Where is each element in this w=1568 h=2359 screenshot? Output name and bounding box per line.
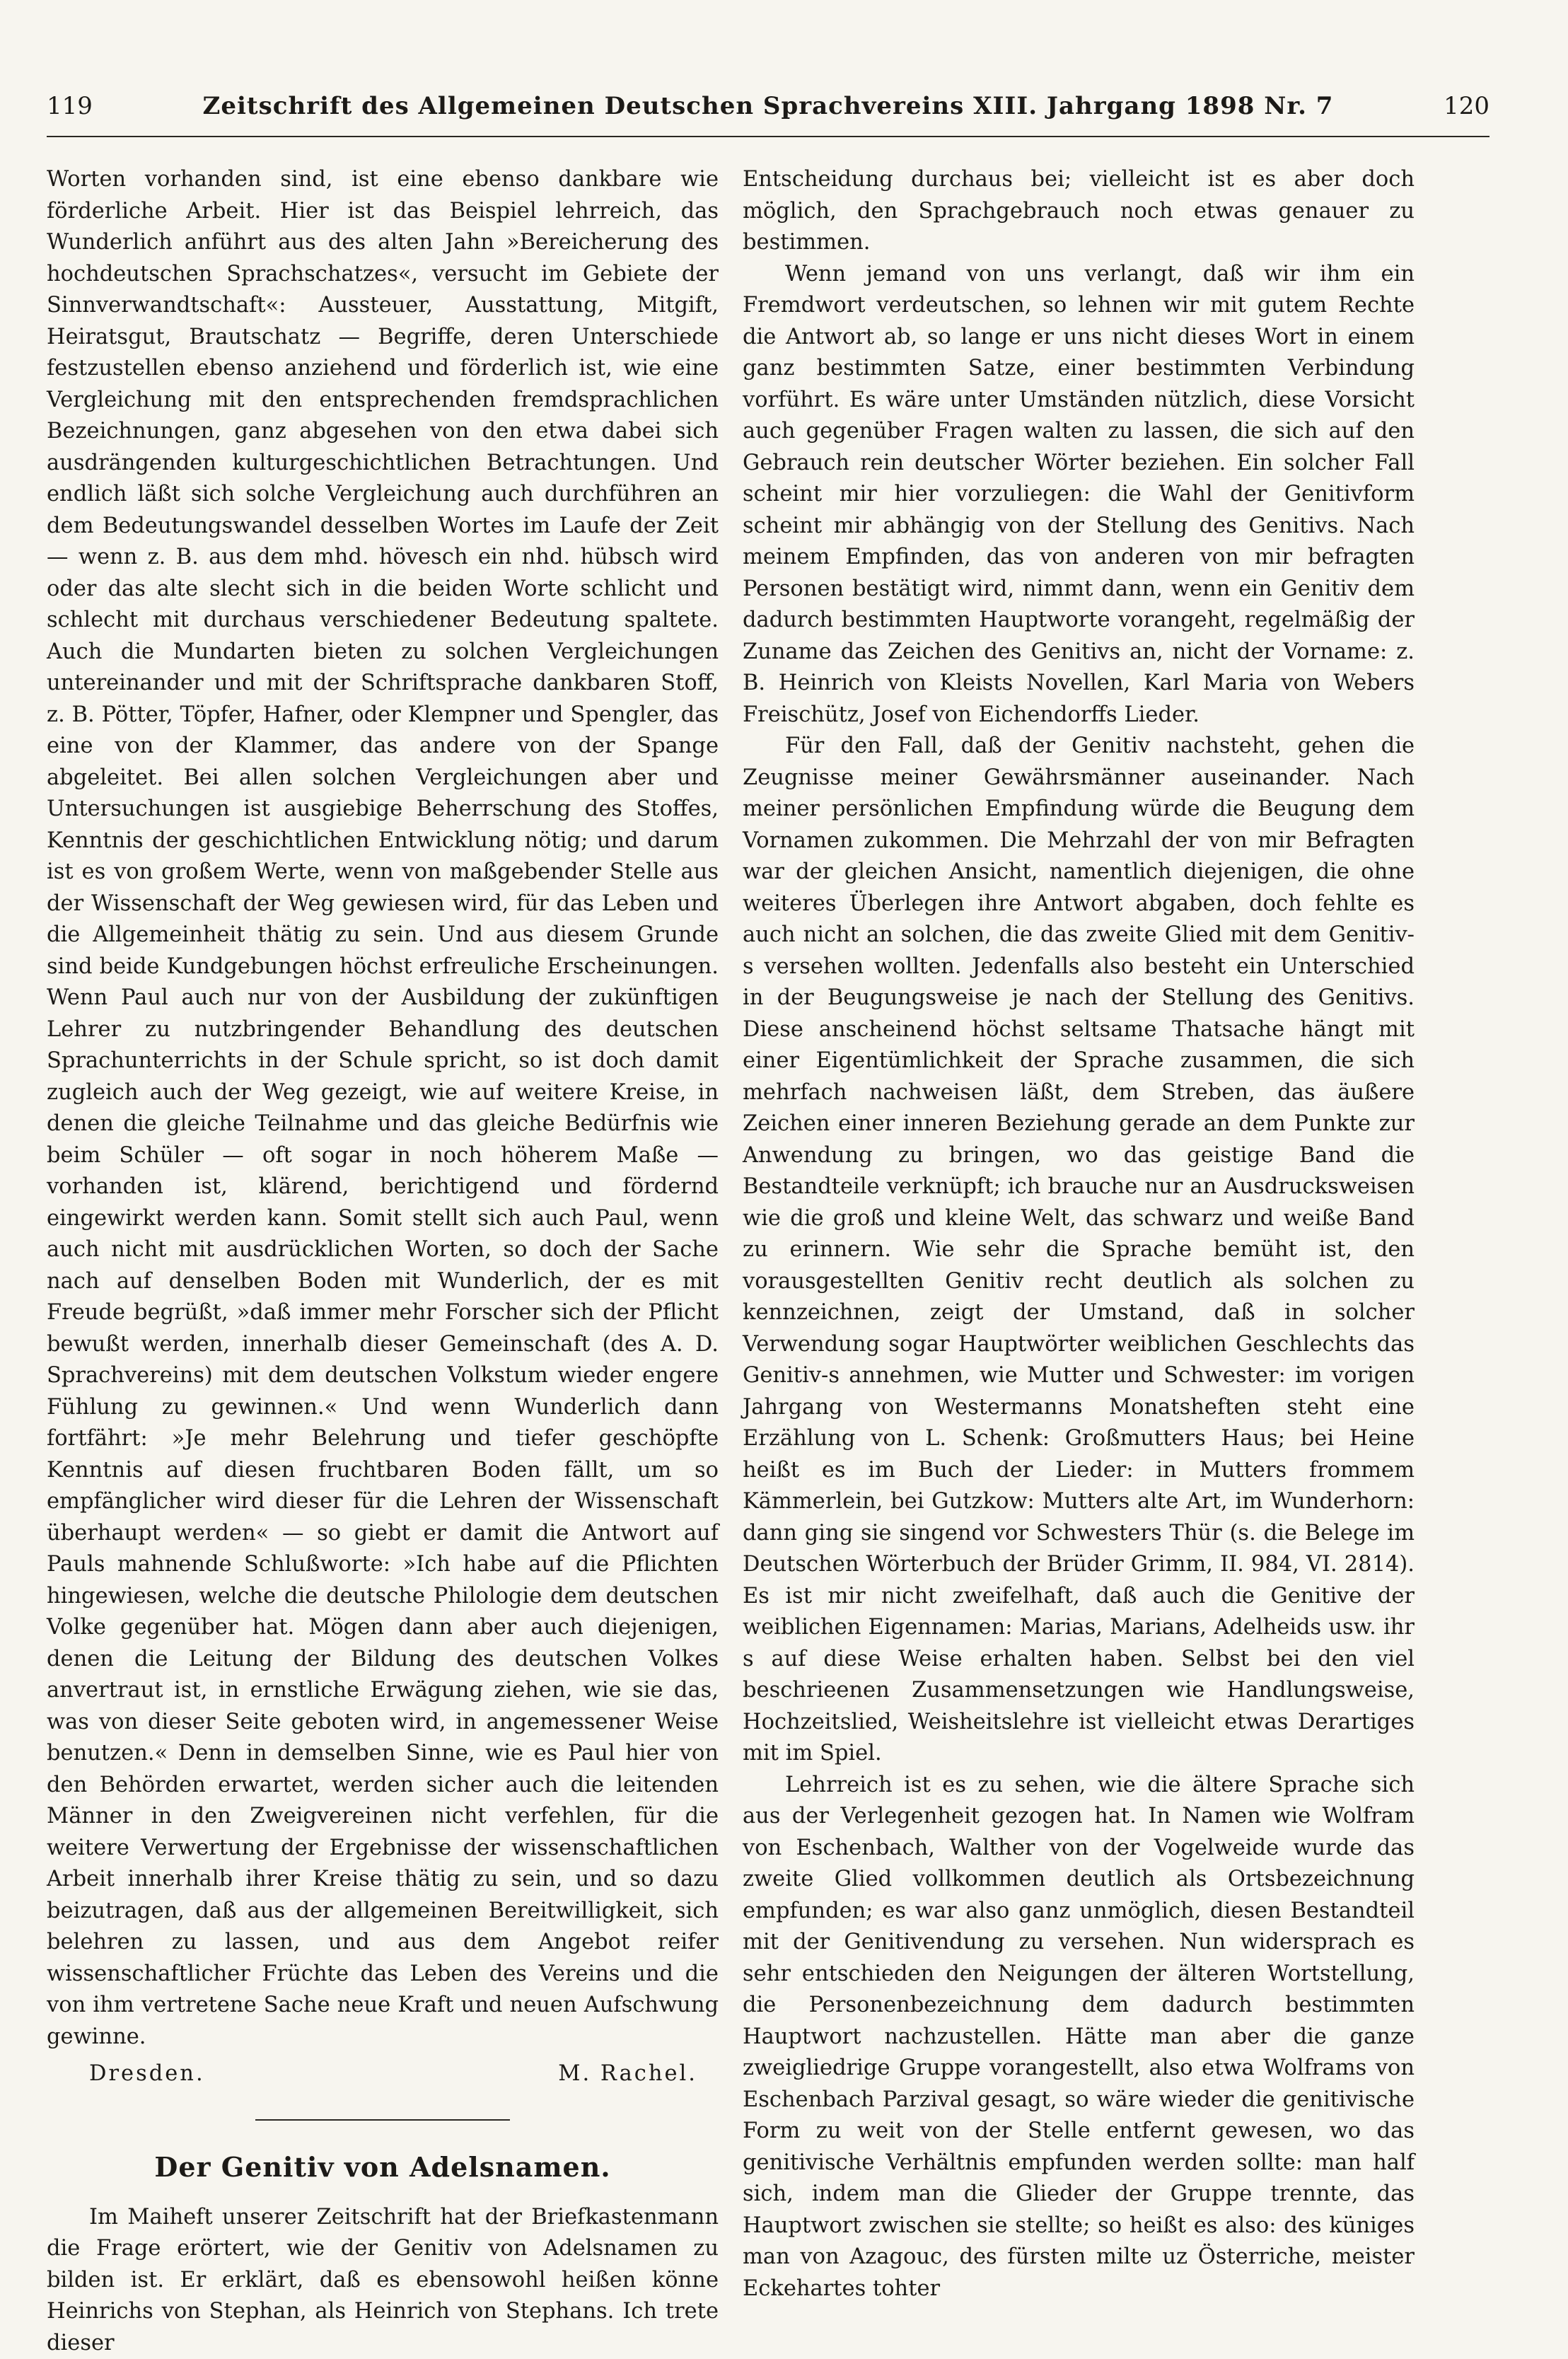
page-number-left: 119 [47,92,93,120]
section-divider [255,2119,510,2121]
header-rule [47,136,1489,137]
paragraph: Für den Fall, daß der Genitiv nachsteht, gehen die Zeugnisse meiner Gewährsmänner auseinander. Nach meiner persönlichen Empfindung würde die Beugung dem Vornamen zukommen. Die Mehrzahl der von mir Befragten war der gleichen Ansicht, namentlich diejenigen, die ohne weiteres Überlegen ihre Antwort abgaben, doch fehlte es auch nicht an solchen, die das zweite Glied mit dem Genitiv-s versehen wollten. Jedenfalls also besteht ein Unterschied in der Beugungsweise je nach der Stellung des Genitivs. Diese anscheinend höchst seltsame Thatsache hängt mit einer Eigentümlichkeit der Sprache zusammen, die sich mehrfach nachweisen läßt, dem Streben, das äußere Zeichen einer inneren Beziehung gerade an dem Punkte zur Anwendung zu bringen, wo das geistige Band die Bestandteile verknüpft; ich brauche nur an Ausdrucksweisen wie die groß und kleine Welt, das schwarz und weiße Band zu erinnern. Wie sehr die Sprache bemüht ist, den vorausgestellten Genitiv recht deutlich als solchen zu kennzeichnen, zeigt der Umstand, daß in solcher Verwendung sogar Hauptwörter weiblichen Geschlechts das Genitiv-s annehmen, wie Mutter und Schwester: im vorigen Jahrgang von Westermanns Monatsheften steht eine Erzählung von L. Schenk: Großmutters Haus; bei Heine heißt es im Buch der Lieder: in Mutters frommem Kämmerlein, bei Gutzkow: Mutters alte Art, im Wunderhorn: dann ging sie singend vor Schwesters Thür (s. die Belege im Deutschen Wörterbuch der Brüder Grimm, II. 984, VI. 2814). Es ist mir nicht zweifelhaft, daß auch die Genitive der weiblichen Eigennamen: Marias, Marians, Adelheids usw. ihr s auf diese Weise erhalten haben. Selbst bei den viel beschrieenen Zusammensetzungen wie Handlungsweise, Hochzeitslied, Weisheitslehre ist vielleicht etwas Derartiges mit im Spiel. [743,731,1415,1770]
paragraph: Entscheidung durchaus bei; vielleicht ist es aber doch möglich, den Sprachgebrauch noch etwas genauer zu bestimmen. [743,164,1415,259]
running-header [47,92,1489,134]
paragraph: Im Maiheft unserer Zeitschrift hat der Briefkastenmann die Frage erörtert, wie der Genitiv von Adelsnamen zu bilden ist. Er erklärt, daß es ebensowohl heißen könne Heinrichs von Stephan, als Heinrich von Stephans. Ich trete dieser [47,2202,719,2359]
paragraph: Worten vorhanden sind, ist eine ebenso dankbare wie förderliche Arbeit. Hier ist das Beispiel lehrreich, das Wunderlich anführt aus des alten Jahn »Bereicherung des hochdeutschen Sprachschatzes«, versucht im Gebiete der Sinnverwandtschaft«: Aussteuer, Ausstattung, Mitgift, Heiratsgut, Brautschatz — Begriffe, deren Unterschiede festzustellen ebenso anziehend und förderlich ist, wie eine Vergleichung mit den entsprechenden fremdsprachlichen Bezeichnungen, ganz abgesehen von den etwa dabei sich ausdrängenden kulturgeschichtlichen Betrachtungen. Und endlich läßt sich solche Vergleichung auch durchführen an dem Bedeutungswandel desselben Wortes im Laufe der Zeit — wenn z. B. aus dem mhd. hövesch ein nhd. hübsch wird oder das alte slecht sich in die beiden Worte schlicht und schlecht mit durchaus verschiedener Bedeutung spaltete. Auch die Mundarten bieten zu solchen Vergleichungen untereinander und mit der Schriftsprache dankbaren Stoff, z. B. Pötter, Töpfer, Hafner, oder Klempner und Spengler, das eine von der Klammer, das andere von der Spange abgeleitet. Bei allen solchen Vergleichungen aber und Untersuchungen ist ausgiebige Beherrschung des Stoffes, Kenntnis der geschichtlichen Entwicklung nötig; und darum ist es von großem Werte, wenn von maßgebender Stelle aus der Wissenschaft der Weg gewiesen wird, für das Leben und die Allgemeinheit thätig zu sein. Und aus diesem Grunde sind beide Kundgebungen höchst erfreuliche Erscheinungen. Wenn Paul auch nur von der Ausbildung der zukünftigen Lehrer zu nutzbringender Behandlung des deutschen Sprachunterrichts in der Schule spricht, so ist doch damit zugleich auch der Weg gezeigt, wie auf weitere Kreise, in denen die gleiche Teilnahme und das gleiche Bedürfnis wie beim Schüler — oft sogar in noch höherem Maße — vorhanden ist, klärend, berichtigend und fördernd eingewirkt werden kann. Somit stellt sich auch Paul, wenn auch nicht mit ausdrücklichen Worten, so doch der Sache nach auf denselben Boden mit Wunderlich, der es mit Freude begrüßt, »daß immer mehr Forscher sich der Pflicht bewußt werden, innerhalb dieser Gemeinschaft (des A. D. Sprachvereins) mit dem deutschen Volkstum wieder engere Fühlung zu gewinnen.« Und wenn Wunderlich dann fortfährt: »Je mehr Belehrung und tiefer geschöpfte Kenntnis auf diesen fruchtbaren Boden fällt, um so empfänglicher wird dieser für die Lehren der Wissenschaft überhaupt werden« — so giebt er damit die Antwort auf Pauls mahnende Schlußworte: »Ich habe auf die Pflichten hingewiesen, welche die deutsche Philologie dem deutschen Volke gegenüber hat. Mögen dann aber auch diejenigen, denen die Leitung der Bildung des deutschen Volkes anvertraut ist, in ernstliche Erwägung ziehen, wie sie das, was von dieser Seite geboten wird, in angemessener Weise benutzen.« Denn in demselben Sinne, wie es Paul hier von den Behörden erwartet, werden sicher auch die leitenden Männer in den Zweigvereinen nicht verfehlen, für die weitere Verwertung der Ergebnisse der wissenschaftlichen Arbeit innerhalb ihrer Kreise thätig zu sein, und so dazu beizutragen, daß aus der allgemeinen Bereitwilligkeit, sich belehren zu lassen, und aus dem Angebot reifer wissenschaftlicher Früchte das Leben des Vereins und die von ihm vertretene Sache neue Kraft und neuen Aufschwung gewinne. [47,164,719,2053]
left-column [47,164,719,2359]
page-number-right: 120 [1444,92,1489,120]
paragraph: Wenn jemand von uns verlangt, daß wir ihm ein Fremdwort verdeutschen, so lehnen wir mit gutem Rechte die Antwort ab, so lange er uns nicht dieses Wort in einem ganz bestimmten Satze, einer bestimmten Verbindung vorführt. Es wäre unter Umständen nützlich, diese Vorsicht auch gegenüber Fragen walten zu lassen, die sich auf den Gebrauch rein deutscher Wörter beziehen. Ein solcher Fall scheint mir hier vorzuliegen: die Wahl der Genitivform scheint mir abhängig von der Stellung des Genitivs. Nach meinem Empfinden, das von anderen von mir befragten Personen bestätigt wird, nimmt dann, wenn ein Genitiv dem dadurch bestimmten Hauptworte vorangeht, regelmäßig der Zuname das Zeichen des Genitivs an, nicht der Vorname: z. B. Heinrich von Kleists Novellen, Karl Maria von Webers Freischütz, Josef von Eichendorffs Lieder. [743,259,1415,731]
signature-place: Dresden. [89,2058,205,2090]
right-column [743,164,1415,2305]
signature [47,2058,719,2091]
article-title: Der Genitiv von Adelsnamen. [47,2152,719,2184]
signature-author: M. Rachel. [558,2058,697,2090]
journal-title: Zeitschrift des Allgemeinen Deutschen Sprachvereins XIII. Jahrgang 1898 Nr. 7 [47,92,1489,120]
paragraph: Lehrreich ist es zu sehen, wie die ältere Sprache sich aus der Verlegenheit gezogen hat. In Namen wie Wolfram von Eschenbach, Walther von der Vogelweide wurde das zweite Glied vollkommen deutlich als Ortsbezeichnung empfunden; es war also ganz unmöglich, diesen Bestandteil mit der Genitivendung zu versehen. Nun widersprach es sehr entschieden den Neigungen der älteren Wortstellung, die Personenbezeichnung dem dadurch bestimmten Hauptwort nachzustellen. Hätte man aber die ganze zweigliedrige Gruppe vorangestellt, also etwa Wolframs von Eschenbach Parzival gesagt, so wäre wieder die genitivische Form zu weit von der Stelle entfernt gewesen, wo das genitivische Verhältnis empfunden werden sollte: man half sich, indem man die Glieder der Gruppe trennte, das Hauptwort zwischen sie stellte; so heißt es also: des küniges man von Azagouc, des fürsten milte uz Österriche, meister Eckehartes tohter [743,1770,1415,2305]
